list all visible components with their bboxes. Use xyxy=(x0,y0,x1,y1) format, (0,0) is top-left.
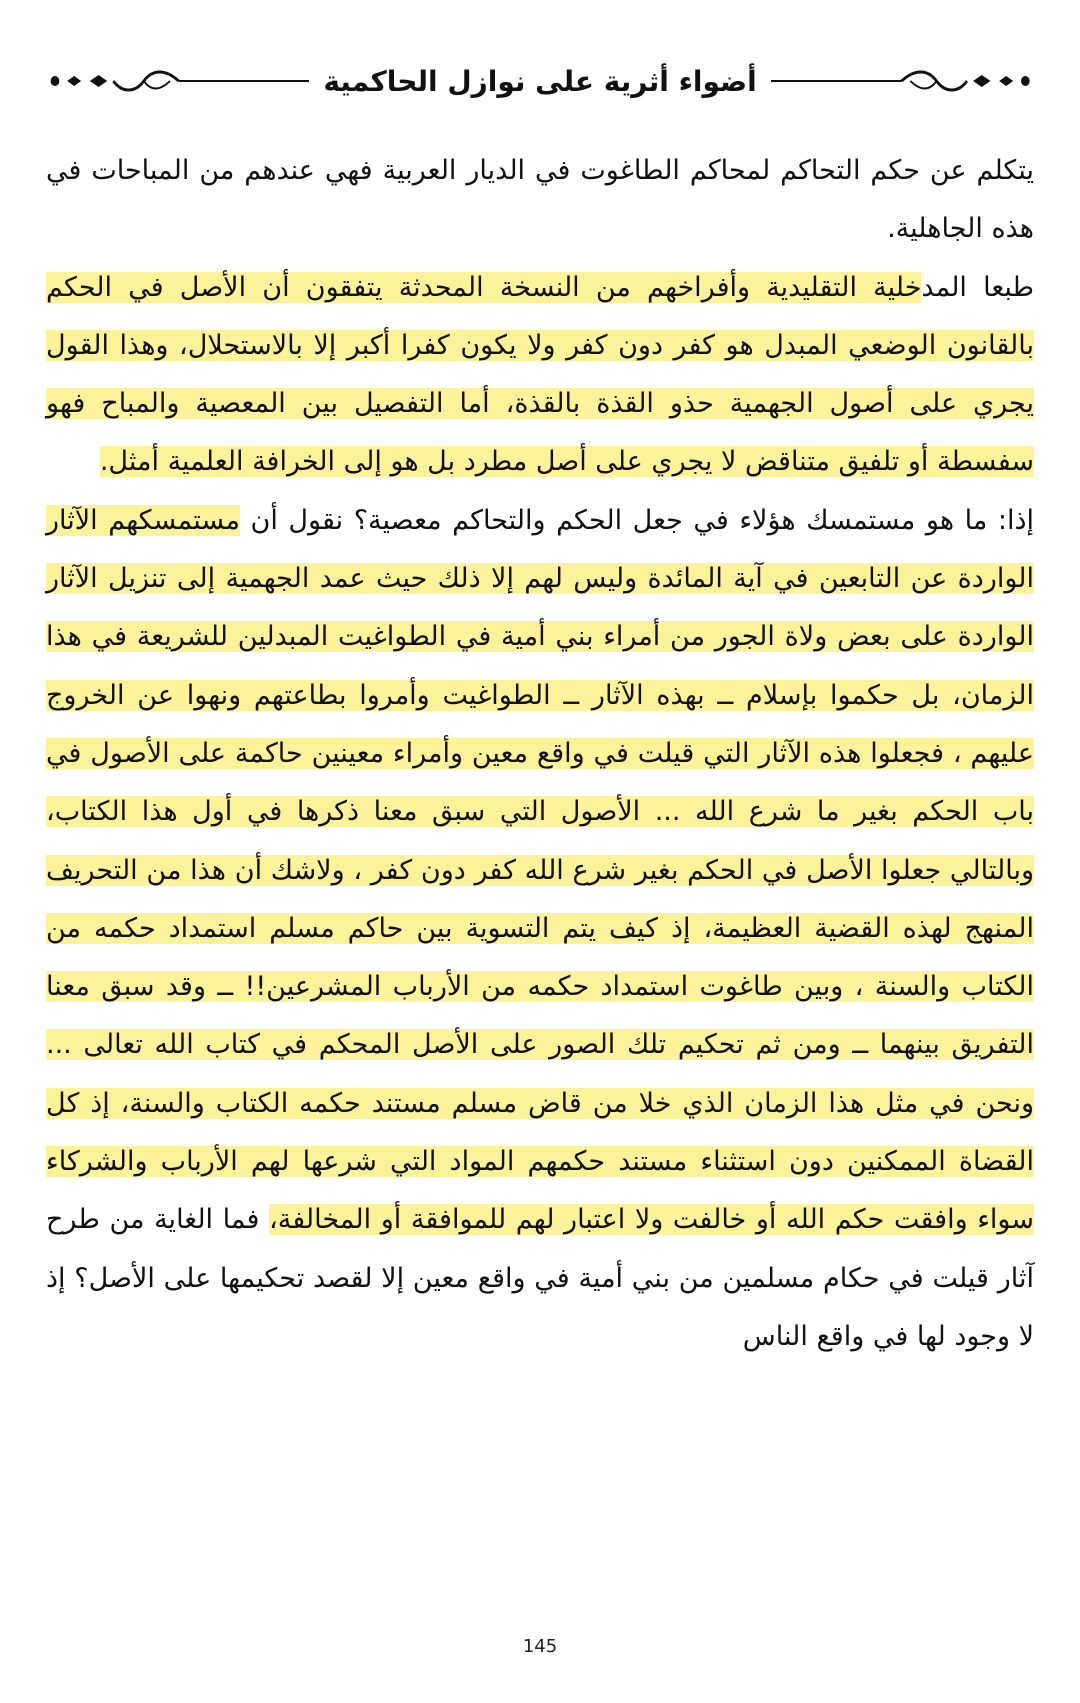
text-segment: إذا: ما هو مستمسك هؤلاء في جعل الحكم والتحاكم معصية؟ نقول أن xyxy=(239,504,1035,536)
page-header xyxy=(48,56,1032,106)
paragraph-3 xyxy=(46,492,1034,1366)
text-segment: فما الغاية من طرح آثار قيلت في حكام مسلمين من بني أمية في واقع معين إلا لقصد تحكيمها على الأصل؟ إذ لا وجود لها في واقع الناس xyxy=(46,1204,1034,1352)
running-title: أضواء أثرية على نوازل الحاكمية xyxy=(323,64,757,98)
paragraph-2 xyxy=(46,259,1034,492)
highlighted-text: خلية التقليدية وأفراخهم من النسخة المحدثة يتفقون أن الأصل في الحكم بالقانون الوضعي المبدل هو كفر دون كفر ولا يكون كفرا أكبر إلا بالاستحلال، وهذا القول يجري على أصول الجهمية حذو القذة بالقذة، أما التفصيل بين المعصية والمباح فهو سفسطة أو تلفيق متناقض لا يجري على أصل مطرد بل هو إلى الخرافة العلمية أمثل. xyxy=(46,271,1034,478)
page-number: 145 xyxy=(522,1636,558,1657)
text-segment: يتكلم عن حكم التحاكم لمحاكم الطاغوت في الديار العربية فهي عندهم من المباحات في هذه الجاهلية. xyxy=(46,155,1034,245)
highlighted-text: مستمسكهم الآثار الواردة عن التابعين في آية المائدة وليس لهم إلا ذلك حيث عمد الجهمية إلى تنزيل الآثار الواردة على بعض ولاة الجور من أمراء بني أمية في الطواغيت المبدلين للشريعة في هذا الزمان، بل حكموا بإسلام ــ بهذه الآثار ــ الطواغيت وأمروا بطاعتهم ونهوا عن الخروج عليهم ، فجعلوا هذه الآثار التي قيلت في واقع معين وأمراء معينين حاكمة على الأصول في باب الحكم بغير ما شرع الله ... الأصول التي سبق معنا ذكرها في أول هذا الكتاب، وبالتالي جعلوا الأصل في الحكم بغير شرع الله كفر دون كفر ، ولاشك أن هذا من التحريف المنهج لهذه القضية العظيمة، إذ كيف يتم التسوية بين حاكم مسلم استمداد حكمه من الكتاب والسنة ، وبين طاغوت استمداد حكمه من الأرباب المشرعين!! ــ وقد سبق معنا التفريق بينهما ــ ومن ثم تحكيم تلك الصور على الأصل المحكم في كتاب الله تعالى ... ونحن في مثل هذا الزمان الذي خلا من قاض مسلم مستند حكمه الكتاب والسنة، إذ كل القضاة الممكنين دون استثناء مستند حكمهم المواد التي شرعها لهم الأرباب والشركاء سواء وافقت حكم الله أو خالفت ولا اعتبار لهم للموافقة أو المخالفة، xyxy=(46,504,1034,1236)
header-ornament-left xyxy=(48,61,309,101)
paragraph-1 xyxy=(46,142,1034,259)
header-ornament-right xyxy=(771,61,1032,101)
body-text xyxy=(46,142,1034,1366)
text-segment: طبعا المد xyxy=(921,271,1035,303)
